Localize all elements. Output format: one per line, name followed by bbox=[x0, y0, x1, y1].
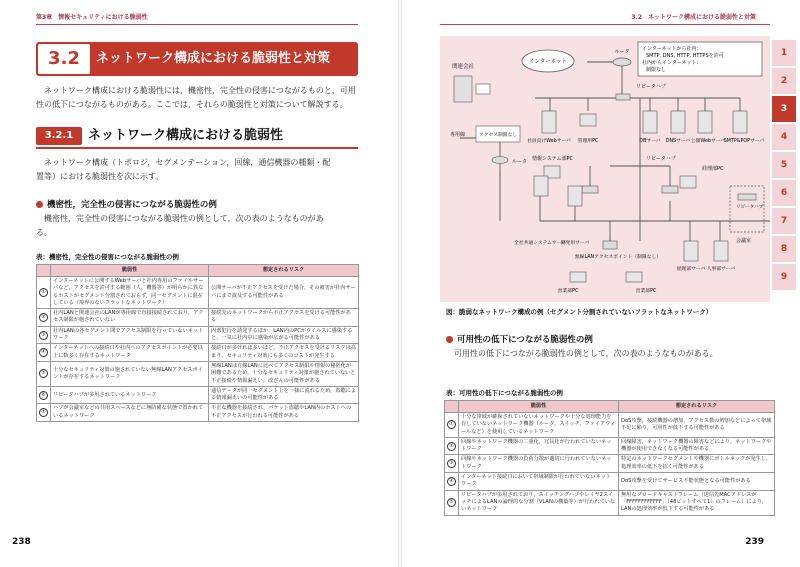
dedicated-line-label: 専用線 bbox=[450, 132, 466, 138]
row-number-cell bbox=[37, 326, 51, 344]
risk-cell: 公開サーバが不正アクセスを受けた場合，その被害が社内サーバにまで波及する可能性がある bbox=[209, 277, 359, 309]
laptop-icon bbox=[570, 272, 586, 282]
related-company-label: 関連会社 bbox=[452, 64, 475, 70]
row-number-cell bbox=[445, 413, 459, 438]
bullet-text: 機密性，完全性の侵害につながる脆弱性の例として，次の表のようなものがある。 bbox=[36, 214, 324, 237]
subsection-title: ネットワーク構成における脆弱性 bbox=[88, 128, 284, 143]
vulnerability-cell: インターネットへの接続口や社内へのアクセスポイントが必要以上に数多く存在するネットワーク bbox=[51, 344, 209, 362]
server-icon bbox=[534, 176, 548, 196]
risk-cell: 内部犯行を誘発するほか，LAN内のPCがウイルスに感染すると，一気に社内中に感染が広がる可能性がある bbox=[209, 326, 359, 344]
rule-title: インターネットから社内： bbox=[642, 46, 702, 52]
running-head: 3.2 ネットワーク構成における脆弱性と対策 bbox=[631, 14, 756, 21]
row-number: ⑥ bbox=[39, 391, 48, 400]
server-icon bbox=[643, 111, 657, 133]
server-icon bbox=[733, 111, 747, 133]
table-row bbox=[37, 361, 359, 386]
vulnerability-cell: リピータハブが多用されているネットワーク bbox=[51, 386, 209, 404]
row-number-cell bbox=[445, 490, 459, 515]
table-caption: 表：機密性，完全性の侵害につながる脆弱性の例 bbox=[36, 253, 179, 261]
row-number-cell bbox=[37, 404, 51, 422]
vulnerability-table bbox=[36, 264, 359, 422]
server-icon bbox=[714, 241, 728, 261]
server-icon bbox=[542, 111, 556, 133]
table-row bbox=[37, 309, 359, 327]
rule-line2: 社内からインターネット： bbox=[642, 60, 702, 66]
accounting-server-label: 経理部サーバ bbox=[676, 267, 706, 272]
right-page bbox=[400, 0, 800, 567]
subsection-number: 3.2.1 bbox=[36, 127, 82, 145]
risk-cell: 接続先のネットワークから不正アクセスを受ける可能性がある bbox=[209, 309, 359, 327]
sales-pc-label: 営業部PC bbox=[635, 289, 657, 294]
vulnerability-cell: インターネット接続口において帯域制限が行われていないネットワーク bbox=[459, 473, 619, 491]
row-number-cell bbox=[445, 455, 459, 473]
pc-icon bbox=[680, 176, 696, 188]
table-row bbox=[37, 386, 359, 404]
shared-system-server-label: 全社共通システムサーバ bbox=[514, 241, 566, 246]
bullet-heading bbox=[446, 333, 593, 345]
risk-cell: DoS攻撃を受けてサービス不能状態となる可能性がある bbox=[619, 473, 775, 491]
vulnerability-cell: 十分な帯域が確保されていないネットワークや十分な処理能力を有していないネットワーク機器（ルータ，スイッチ，ファイアウォールなど）を使用しているネットワーク bbox=[459, 413, 619, 438]
server-icon bbox=[568, 186, 582, 206]
vulnerability-cell: 十分なセキュリティ対策の施されていない無線LANアクセスポイントが存在するネットワーク bbox=[51, 361, 209, 386]
accounting-pc-label: 経理部PC bbox=[702, 166, 724, 172]
row-number-cell bbox=[37, 361, 51, 386]
server-label: DBサーバ bbox=[639, 139, 661, 144]
row-number-cell bbox=[445, 437, 459, 455]
table-row bbox=[37, 404, 359, 422]
subsection-intro: ネットワーク構成（トポロジ，セグメンテーション，回線，通信機器の種類・配置等）における脆弱性を次に示す。 bbox=[36, 158, 331, 181]
chapter-tabs bbox=[772, 40, 800, 292]
bullet-dot-icon bbox=[446, 336, 453, 343]
wireless-ap-label: 無線LANアクセスポイント（制限なし） bbox=[574, 255, 662, 260]
server-label: SMTP&POPサーバ bbox=[723, 139, 765, 144]
pc-icon bbox=[580, 114, 596, 126]
page-number: 239 bbox=[745, 537, 764, 547]
header-num bbox=[37, 265, 51, 277]
table-row bbox=[445, 413, 775, 438]
server-label: DNSサーバ bbox=[665, 139, 691, 144]
risk-cell: 接続口が多ければ多いほど，不正アクセスを受けるリスクは高まり，セキュリティ対策にも多くのコストが発生する bbox=[209, 344, 359, 362]
router-label: ルータ bbox=[614, 49, 630, 55]
row-number-cell bbox=[37, 344, 51, 362]
wireless-ap-icon bbox=[603, 234, 617, 249]
section-number: 3.2 bbox=[38, 44, 90, 74]
chapter-tab-7[interactable]: 7 bbox=[772, 208, 796, 234]
router-icon bbox=[492, 157, 508, 164]
table-row bbox=[445, 490, 775, 515]
rule-line1: SMTP, DNS, HTTP, HTTPSを許可 bbox=[646, 53, 724, 59]
router-icon bbox=[613, 58, 631, 66]
laptop-icon bbox=[626, 272, 642, 282]
server-label: 公開Webサーバ bbox=[690, 139, 726, 144]
internet-cloud-icon bbox=[522, 50, 574, 72]
row-number: ③ bbox=[447, 459, 456, 468]
row-number: ⑤ bbox=[447, 498, 456, 507]
table-header-row bbox=[37, 265, 359, 277]
risk-cell: 通信データが同一セグメント上を一様に流れるため，盗聴による情報漏えいの可能性がある bbox=[209, 386, 359, 404]
row-number-cell bbox=[37, 277, 51, 309]
table-row bbox=[37, 277, 359, 309]
subsection-rule bbox=[36, 147, 358, 149]
header-vulnerability: 脆弱性 bbox=[459, 401, 619, 413]
router-label: ルータ bbox=[512, 159, 528, 165]
risk-cell: 特定のネットワークセグメントや機器にボトルネックが発生し，処理効率の低下を招く可能性がある bbox=[619, 455, 775, 473]
vulnerability-cell: ハブが会議室などの共用スペースなどに無防備な状態で置かれているネットワーク bbox=[51, 404, 209, 422]
running-head: 第3章 情報セキュリティにおける脆弱性 bbox=[36, 14, 148, 21]
server-icon bbox=[454, 76, 490, 102]
row-number: ② bbox=[447, 442, 456, 451]
row-number: ④ bbox=[447, 477, 456, 486]
repeater-hub-icon bbox=[616, 94, 630, 100]
dev-server-label: 開発用サーバ bbox=[560, 241, 590, 246]
table-row bbox=[445, 455, 775, 473]
bullet-text: 可用性の低下につながる脆弱性の例として，次の表のようなものがある。 bbox=[454, 349, 718, 358]
vulnerability-cell: リピータハブが多用されており，スイッチングハブやレイヤ2スイッチによるLANの論理的な分割（VLANの構築等）が行われていないネットワーク bbox=[459, 490, 619, 515]
access-control-label: アクセス制限なし bbox=[479, 133, 518, 138]
table-header-row bbox=[445, 401, 775, 413]
server-label: 管理用PC bbox=[577, 139, 599, 144]
server-label: 社員向けWebサーバ bbox=[527, 139, 571, 144]
internet-label: インターネット bbox=[528, 59, 568, 65]
chapter-tab-3[interactable]: 3 bbox=[772, 96, 796, 122]
header-num bbox=[445, 401, 459, 413]
row-number: ① bbox=[447, 420, 456, 429]
header-risk: 想定されるリスク bbox=[209, 265, 359, 277]
server-icon bbox=[698, 111, 712, 133]
vulnerability-cell: 回線やネットワーク機器の二重化，冗長化が行われていないネットワーク bbox=[459, 437, 619, 455]
table-row bbox=[445, 437, 775, 455]
chapter-tab-6[interactable]: 6 bbox=[772, 180, 796, 206]
chapter-tab-4[interactable]: 4 bbox=[772, 124, 796, 150]
row-number: ⑦ bbox=[39, 408, 48, 417]
chapter-tab-1[interactable]: 1 bbox=[772, 40, 796, 66]
table-row bbox=[445, 473, 775, 491]
figure-caption: 図：脆弱なネットワーク構成の例（セグメント分割されていないフラットなネットワーク） bbox=[446, 308, 713, 316]
server-icon bbox=[684, 241, 698, 261]
repeater-hub-label: リピータハブ bbox=[736, 205, 764, 210]
bullet-dot-icon bbox=[36, 201, 43, 208]
risk-cell: 不正な機器を接続され，パケット盗聴やLAN内のホストへの不正アクセスが行われる可能性がある bbox=[209, 404, 359, 422]
repeater-hub-icon bbox=[738, 194, 756, 200]
header-vulnerability: 脆弱性 bbox=[51, 265, 209, 277]
sales-pc-label: 営業部PC bbox=[557, 289, 579, 294]
section-intro: ネットワーク構成における脆弱性には，機密性，完全性の侵害につながるものと，可用性の低下につながるものがある。ここでは，それらの脆弱性と対策について解説する。 bbox=[36, 86, 356, 109]
vulnerability-cell: 社内LANと関連会社のLANが専用線で直接接続されており，アクセス制限が施されていない bbox=[51, 309, 209, 327]
header-risk: 想定されるリスク bbox=[619, 401, 775, 413]
repeater-hub-label: リピータハブ bbox=[646, 156, 676, 162]
page-number: 238 bbox=[12, 537, 31, 547]
risk-cell: 無線LANは有線LANに比べてアクセス制限や情報の秘匿化が困難であるため，十分なセキュリティ対策が施されていないと不正接続や情報漏えい，改ざんの可能性がある bbox=[209, 361, 359, 386]
table-row bbox=[37, 326, 359, 344]
server-icon bbox=[671, 111, 685, 133]
chapter-tab-5[interactable]: 5 bbox=[772, 152, 796, 178]
meeting-room-label: 会議室 bbox=[736, 238, 752, 244]
row-number: ② bbox=[39, 313, 48, 322]
repeater-hub-icon bbox=[662, 186, 678, 193]
availability-table bbox=[444, 400, 775, 516]
repeater-hub-icon bbox=[582, 186, 598, 193]
network-diagram bbox=[440, 36, 770, 302]
chapter-tab-2[interactable]: 2 bbox=[772, 68, 796, 94]
row-number-cell bbox=[37, 386, 51, 404]
table-caption: 表：可用性の低下につながる脆弱性の例 bbox=[446, 389, 563, 397]
header-rule bbox=[36, 24, 358, 25]
vulnerability-cell: 社内LANの各セグメント間でアクセス制限を行っていないネットワーク bbox=[51, 326, 209, 344]
bullet-heading bbox=[36, 198, 217, 210]
hr-server-label: 人事部サーバ bbox=[706, 267, 736, 272]
bullet-title: 可用性の低下につながる脆弱性の例 bbox=[457, 335, 593, 345]
section-title: ネットワーク構成における脆弱性と対策 bbox=[96, 51, 331, 66]
repeater-hub-label: リピータハブ bbox=[636, 84, 666, 90]
vulnerability-cell: 回線やネットワーク機器の負荷分散が適切に行われていないネットワーク bbox=[459, 455, 619, 473]
row-number-cell bbox=[445, 473, 459, 491]
row-number: ③ bbox=[39, 331, 48, 340]
risk-cell: 無用なブロードキャストフレーム（送信先MACアドレスが「FFFFFFFFFFFF」（48ビットすべて1）のフレーム）により，LANの処理効率が低下する可能性がある bbox=[619, 490, 775, 515]
row-number: ⑤ bbox=[39, 369, 48, 378]
row-number-cell bbox=[37, 309, 51, 327]
info-system-pc-label: 情報システム部PC bbox=[532, 156, 574, 162]
table-row bbox=[37, 344, 359, 362]
chapter-tab-8[interactable]: 8 bbox=[772, 236, 796, 262]
chapter-tab-9[interactable]: 9 bbox=[772, 264, 796, 290]
row-number: ④ bbox=[39, 348, 48, 357]
vulnerability-cell: インターネットに公開するWebサーバと社内専用のファイルサーバなど，アクセスを許可する範囲（人，機器等）が明らかに異なるホストがセグメント分割されておらず，同一セグメントに混在している（境界のないフラットなネットワーク） bbox=[51, 277, 209, 309]
network-diagram-svg bbox=[440, 36, 770, 302]
risk-cell: DoS攻撃，接続機器の増加，アクセス数の増加などによって帯域不足に陥り，可用性が低下する可能性がある bbox=[619, 413, 775, 438]
risk-cell: 回線障害，ネットワーク機器の障害などにより，ネットワークや機器が使用できなくなる可能性がある bbox=[619, 437, 775, 455]
bullet-title: 機密性，完全性の侵害につながる脆弱性の例 bbox=[47, 200, 217, 210]
rule-line3: 制限なし bbox=[646, 67, 667, 73]
row-number: ① bbox=[39, 288, 48, 297]
header-rule bbox=[440, 24, 770, 25]
